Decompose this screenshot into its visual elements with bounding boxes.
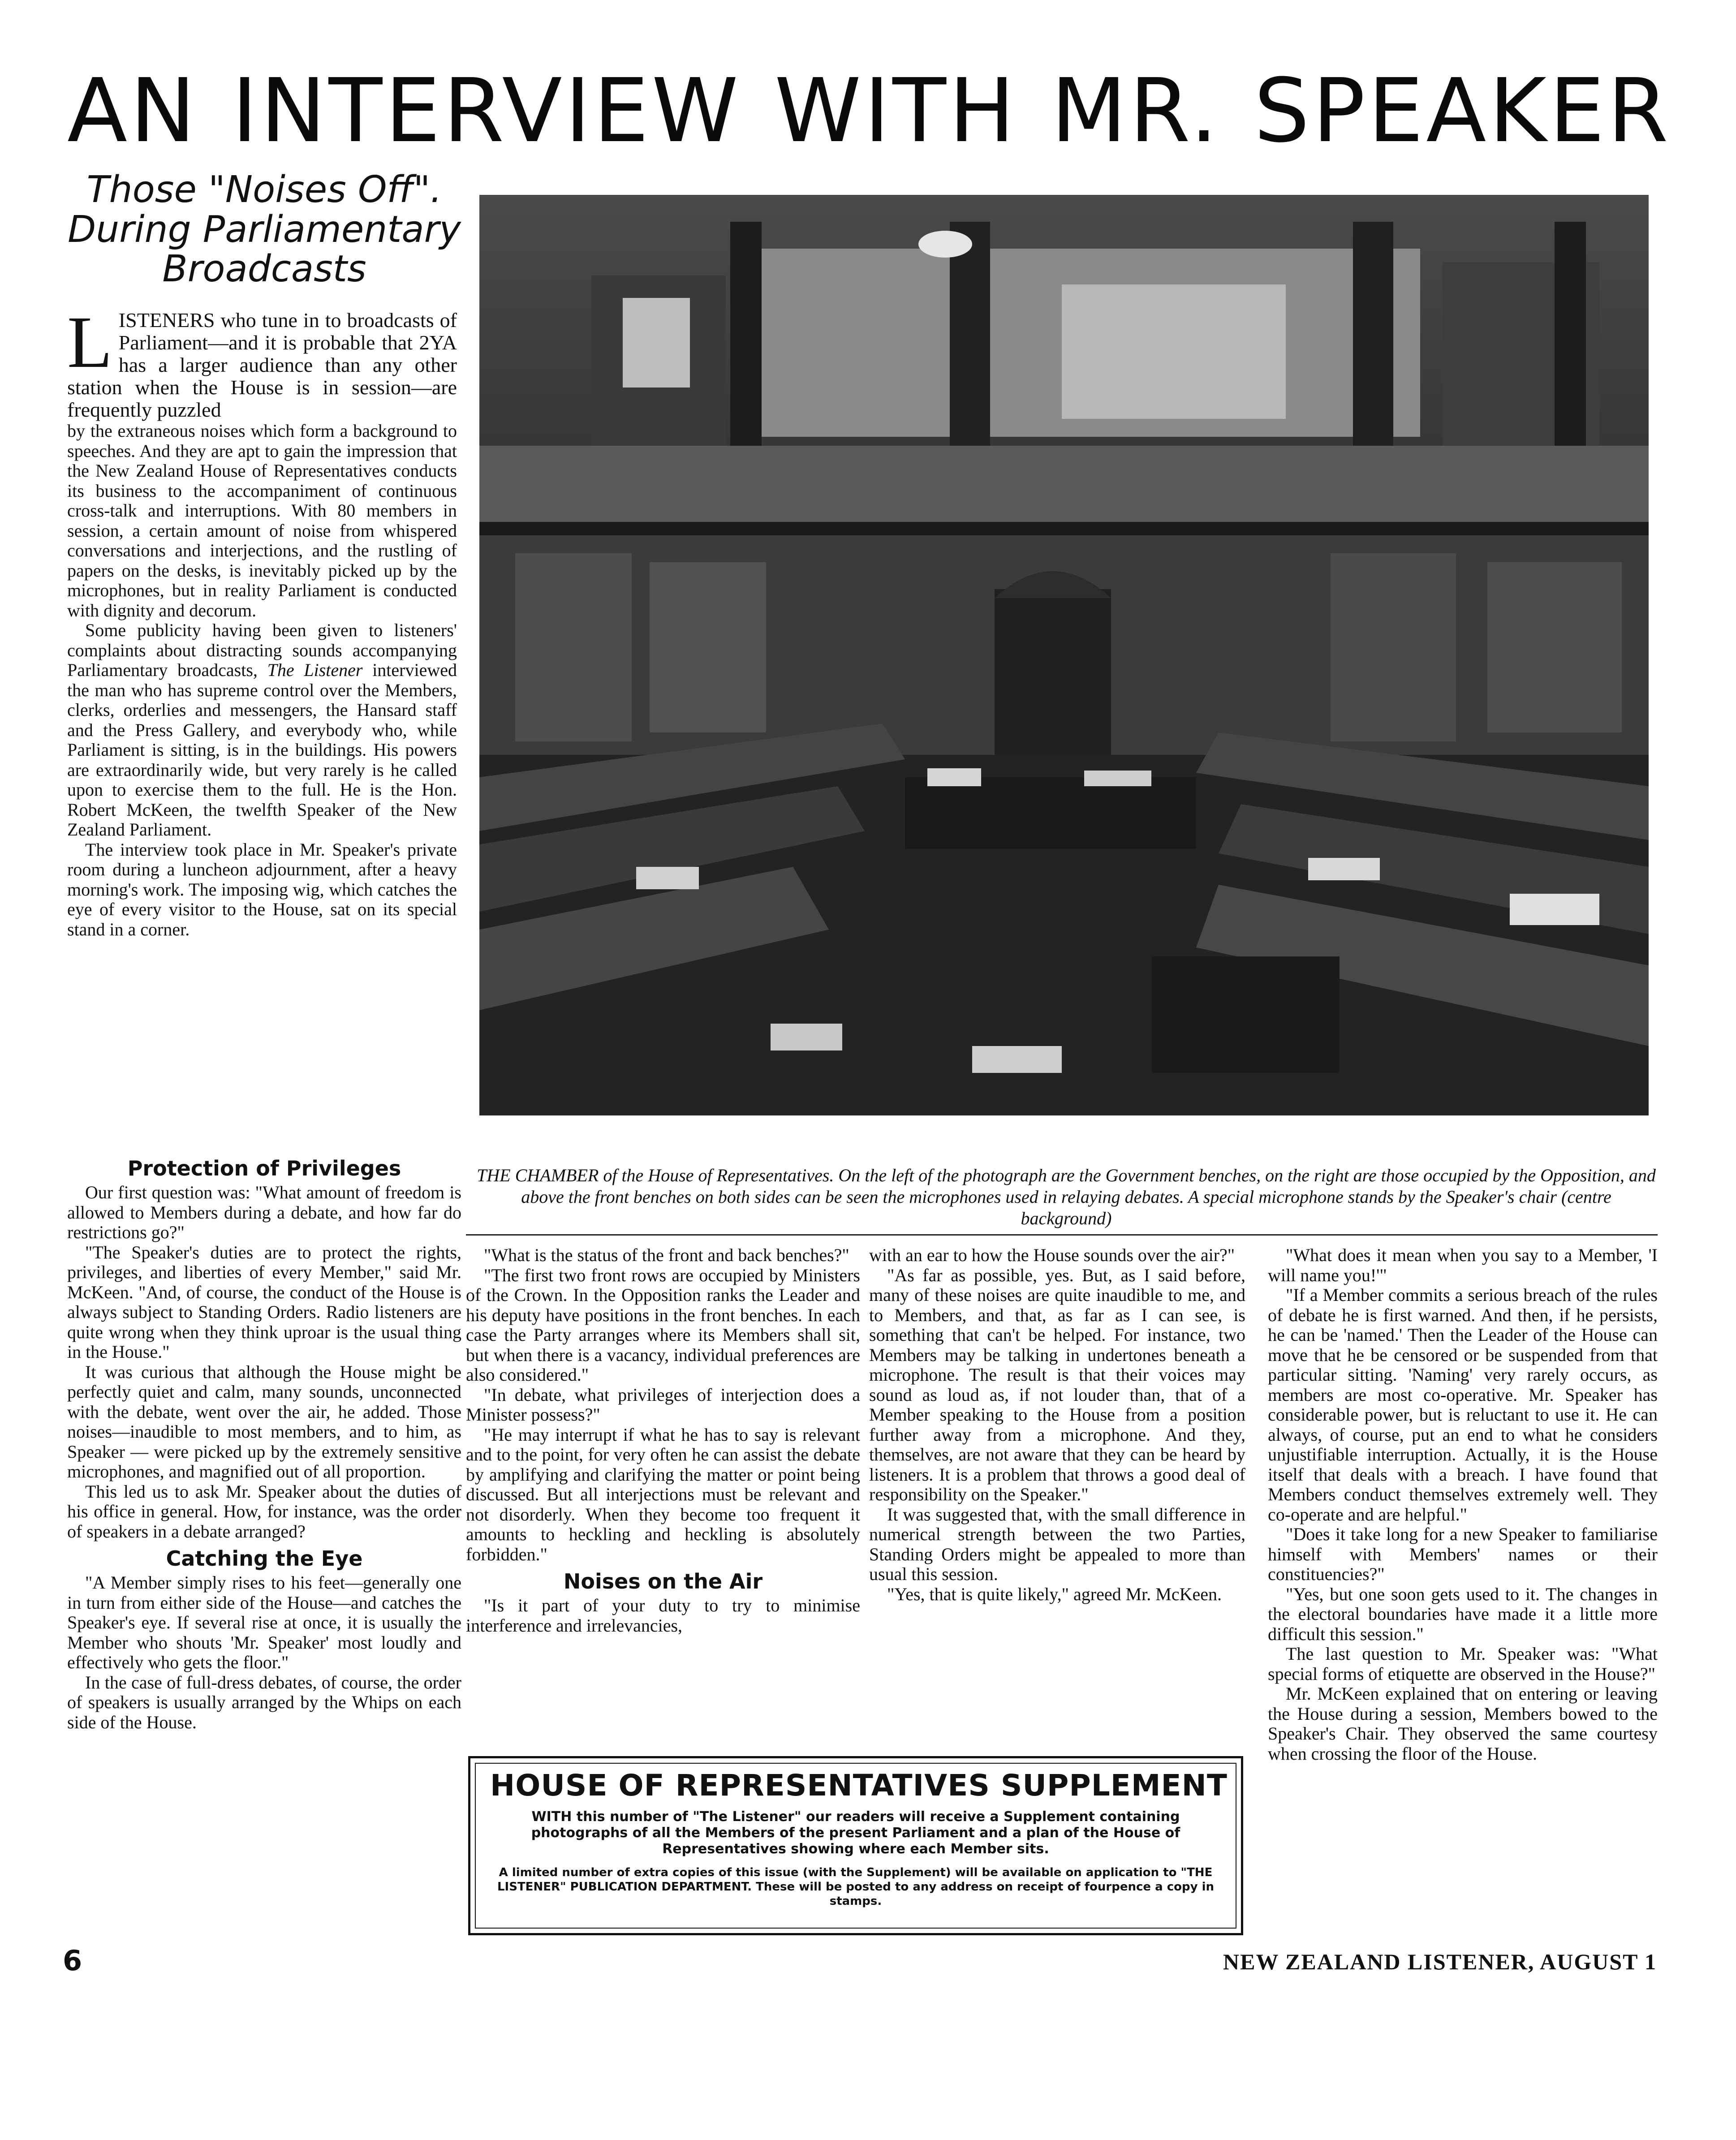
heading-protection-of-privileges: Protection of Privileges bbox=[127, 1156, 401, 1180]
column-2 bbox=[466, 1245, 860, 1738]
column-1-upper bbox=[67, 309, 457, 1151]
intro-paragraph-1-rest: by the extraneous noises which form a background to speeches. And they are apt to gain the impression that the New Zealand House of Representatives conducts its business to the accompaniment of continuous cross-talk and interruptions. With 80 members in session, a certain amount of noise from whispered conversations and interjections, and the rustling of papers on the desks, is inevitably picked up by the microphones, but in reality Parliament is conducted with dignity and decorum. bbox=[67, 421, 457, 620]
intro-lead bbox=[67, 309, 457, 421]
col4-paragraph-3: "Does it take long for a new Speaker to familiarise himself with Members' names or their constituencies?" bbox=[1268, 1524, 1658, 1584]
privileges-paragraph-4: This led us to ask Mr. Speaker about the duties of his office in general. How, for instance, was the order of speakers in a debate arranged? bbox=[67, 1481, 461, 1541]
intro-p2-after: interviewed the man who has supreme control over the Members, clerks, orderlies and messengers, the Hansard staff and the Press Gallery, and everybody who, while Parliament is sitting, is in the buildings. His powers are extraordinarily wide, but very rarely is he called upon to exercise them to the full. He is the Hon. Robert McKeen, the twelfth Speaker of the New Zealand Parliament. bbox=[67, 660, 457, 840]
col2-paragraph-3: "In debate, what privileges of interjection does a Minister possess?" bbox=[466, 1384, 860, 1425]
column-4 bbox=[1268, 1245, 1658, 1962]
caption-divider bbox=[466, 1234, 1658, 1236]
drop-cap: L bbox=[67, 309, 112, 383]
page-number: 6 bbox=[63, 1944, 82, 1977]
subhead bbox=[67, 170, 461, 289]
chamber-photo-illustration bbox=[479, 195, 1649, 1115]
col4-paragraph-1: "What does it mean when you say to a Member, 'I will name you!'" bbox=[1268, 1245, 1658, 1285]
col4-paragraph-6: Mr. McKeen explained that on entering or leaving the House during a session, Members bowed to the Speaker's Chair. They observed the same courtesy when crossing the floor of the House. bbox=[1268, 1684, 1658, 1764]
intro-p2-before: Some publicity having been given to listeners' complaints about distracting sounds accompanying Parliamentary broadcasts, bbox=[67, 620, 457, 680]
heading-noises-on-the-air: Noises on the Air bbox=[563, 1569, 763, 1593]
subhead-line-2: During Parliamentary bbox=[68, 208, 461, 251]
chamber-photograph bbox=[479, 195, 1649, 1115]
col2-paragraph-5: "Is it part of your duty to try to minimise interference and irrelevancies, bbox=[466, 1595, 860, 1636]
col3-paragraph-1: with an ear to how the House sounds over the air?" bbox=[869, 1245, 1235, 1265]
subhead-line-3: Broadcasts bbox=[162, 248, 366, 291]
intro-p2-italic: The Listener bbox=[267, 660, 363, 680]
headline: AN INTERVIEW WITH MR. SPEAKER bbox=[67, 60, 1671, 162]
col3-paragraph-2: "As far as possible, yes. But, as I said before, many of these noises are quite inaudible to me, and to Members, and that, as far as I can see, is something that can't be helped. For instance, two Members may be talking in undertones beneath a microphone. The result is that their voices may sound as loud as, if not louder than, that of a Member speaking to the House from a position further away from a microphone. And they, themselves, are not aware that they can be heard by listeners. It is a problem that throws a good deal of responsibility on the Speaker." bbox=[869, 1265, 1245, 1504]
photo-caption: THE CHAMBER of the House of Representatives. On the left of the photograph are the Government benches, on the right are those occupied by the Opposition, and above the front benches on both sides can be seen the microphones used in relaying debates. A special microphone stands by the Speaker's chair (centre background) bbox=[477, 1165, 1656, 1228]
col2-paragraph-1: "What is the status of the front and back benches?" bbox=[484, 1245, 849, 1265]
supplement-box bbox=[468, 1756, 1243, 1935]
column-1-lower bbox=[67, 1151, 461, 1962]
col4-paragraph-4: "Yes, but one soon gets used to it. The changes in the electoral boundaries have made it a little more difficult this session." bbox=[1268, 1584, 1658, 1644]
col3-paragraph-3: It was suggested that, with the small difference in numerical strength between the two Parties, Standing Orders might be appealed to more than usual this session. bbox=[869, 1504, 1245, 1584]
supplement-body: WITH this number of "The Listener" our readers will receive a Supplement containing photographs of all the Members of the present Parliament and a plan of the House of Representatives showing where each Member sits. bbox=[531, 1809, 1180, 1857]
supplement-title: HOUSE OF REPRESENTATIVES SUPPLEMENT bbox=[490, 1768, 1228, 1803]
intro-paragraph-2 bbox=[67, 620, 457, 840]
privileges-paragraph-2: "The Speaker's duties are to protect the rights, privileges, and liberties of every Member," said Mr. McKeen. "And, of course, the conduct of the House is always subject to Standing Orders. Radio listeners are quite wrong when they think uproar is the usual thing in the House." bbox=[67, 1242, 461, 1362]
col3-paragraph-4: "Yes, that is quite likely," agreed Mr. McKeen. bbox=[887, 1584, 1222, 1604]
intro-lead-text: ISTENERS who tune in to broadcasts of Parliament—and it is probable that 2YA has a larger audience than any other station when the House is in session—are frequently puzzled bbox=[67, 309, 457, 421]
col4-paragraph-5: The last question to Mr. Speaker was: "What special forms of etiquette are observed in the House?" bbox=[1268, 1644, 1658, 1684]
col2-paragraph-2: "The first two front rows are occupied by Ministers of the Crown. In the Opposition ranks the Leader and his deputy have positions in the front benches. In each case the Party arranges where its Members shall sit, but when there is a vacancy, individual preferences are also considered." bbox=[466, 1265, 860, 1385]
col4-paragraph-2: "If a Member commits a serious breach of the rules of debate he is first warned. And then, if he persists, he can be 'named.' Then the Leader of the House can move that he be censored or be suspended from that particular sitting. 'Naming' very rarely occurs, as members are most co-operative. Mr. Speaker has considerable power, but is reluctant to use it. He can always, of course, put an end to what he considers unjustifiable interruption. Actually, it is the House itself that deals with a breach. I have found that Members conduct themselves extremely well. They co-operate and are helpful." bbox=[1268, 1285, 1658, 1524]
privileges-paragraph-1: Our first question was: "What amount of freedom is allowed to Members during a debate, and how far do restrictions go?" bbox=[67, 1182, 461, 1242]
subhead-line-1: Those "Noises Off". bbox=[86, 168, 442, 211]
intro-paragraph-3: The interview took place in Mr. Speaker's private room during a luncheon adjournment, after a heavy morning's work. The imposing wig, which catches the eye of every visitor to the House, sat on its special stand in a corner. bbox=[67, 839, 457, 939]
publication-footer: NEW ZEALAND LISTENER, AUGUST 1 bbox=[1223, 1949, 1657, 1974]
catching-paragraph-2: In the case of full-dress debates, of course, the order of speakers is usually arranged by the Whips on each side of the House. bbox=[67, 1672, 461, 1732]
col2-paragraph-4: "He may interrupt if what he has to say is relevant and to the point, for very often he can assist the debate by amplifying and clarifying the matter or point being discussed. But all interjections must be relevant and not disorderly. When they become too frequent it amounts to heckling and heckling is absolutely forbidden." bbox=[466, 1424, 860, 1564]
supplement-note: A limited number of extra copies of this issue (with the Supplement) will be available on application to "THE LISTENER" PUBLICATION DEPARTMENT. These will be posted to any address on receipt of fourpence a copy in stamps. bbox=[497, 1866, 1215, 1908]
column-3 bbox=[869, 1245, 1245, 1738]
catching-paragraph-1: "A Member simply rises to his feet—generally one in turn from either side of the House—and catches the Speaker's eye. If several rise at once, it is usually the Member who shouts 'Mr. Speaker' most loudly and effectively who gets the floor." bbox=[67, 1572, 461, 1672]
privileges-paragraph-3: It was curious that although the House might be perfectly quiet and calm, many sounds, unconnected with the debate, went over the air, he added. Those noises—inaudible to most members, and to him, as Speaker — were picked up by the extremely sensitive microphones, and magnified out of all proportion. bbox=[67, 1361, 461, 1481]
heading-catching-the-eye: Catching the Eye bbox=[166, 1546, 363, 1571]
